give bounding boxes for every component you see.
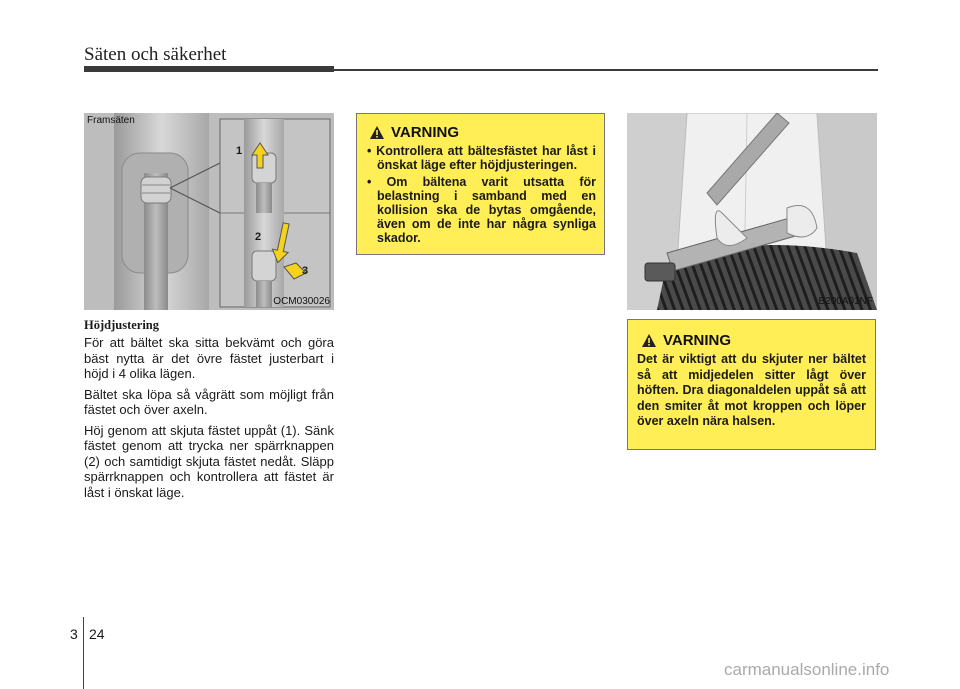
- chapter-number: 3: [70, 626, 78, 642]
- figure-code: OCM030026: [273, 296, 330, 307]
- warning-triangle-icon: [369, 125, 385, 140]
- warning-text: Det är viktigt att du skjuter ner bältet så att midjedelen sitter lågt över höften. Dra diagonaldelen uppåt så att den smiter åt mot kroppen och löper över axeln nära halsen.: [637, 352, 866, 428]
- section-heading: Höjdjustering: [84, 318, 159, 332]
- callout-2: 2: [255, 231, 262, 243]
- warning-box-height-lock: [356, 113, 605, 255]
- warning-item: • Om bältena varit utsatta för belastning i samband med en kollision ska de bytas omgående, även om de inte har några synliga skador.: [367, 175, 596, 245]
- footer-separator: [83, 617, 84, 689]
- height-adjuster-figure: [84, 113, 334, 310]
- warning-title: VARNING: [641, 332, 866, 349]
- section-body: [84, 335, 334, 505]
- callout-1: 1: [236, 145, 243, 157]
- warning-list: [365, 144, 596, 245]
- figure-code: B200A01NF: [818, 296, 873, 307]
- paragraph: Bältet ska löpa så vågrätt som möjligt från fästet och över axeln.: [84, 386, 334, 417]
- page-number: 24: [89, 626, 105, 642]
- paragraph: För att bältet ska sitta bekvämt och göra bäst nytta är det övre fästet justerbart i höjd i 4 olika lägen.: [84, 335, 334, 381]
- warning-box-lap-belt: [627, 319, 876, 450]
- warning-title: VARNING: [369, 124, 596, 141]
- lap-belt-figure: [627, 113, 877, 310]
- paragraph: Höj genom att skjuta fästet uppåt (1). Sänk fästet genom att trycka ner spärrknappen (2) och samtidigt skjuta fästet nedåt. Släpp spärrknappen och kontrollera att fästet är låst i önskat läge.: [84, 422, 334, 500]
- figure-label: Framsäten: [87, 115, 135, 126]
- height-adjuster-illustration: [84, 113, 334, 310]
- header-rule-thick: [84, 66, 334, 72]
- warning-item: • Kontrollera att bältesfästet har låst i önskat läge efter höjdjusteringen.: [367, 144, 596, 172]
- callout-3: 3: [302, 265, 309, 277]
- header-rule-thin: [334, 69, 878, 71]
- warning-triangle-icon: [641, 333, 657, 348]
- chapter-title: Säten och säkerhet: [84, 44, 227, 65]
- lap-belt-illustration: [627, 113, 877, 310]
- watermark: carmanualsonline.info: [724, 660, 890, 679]
